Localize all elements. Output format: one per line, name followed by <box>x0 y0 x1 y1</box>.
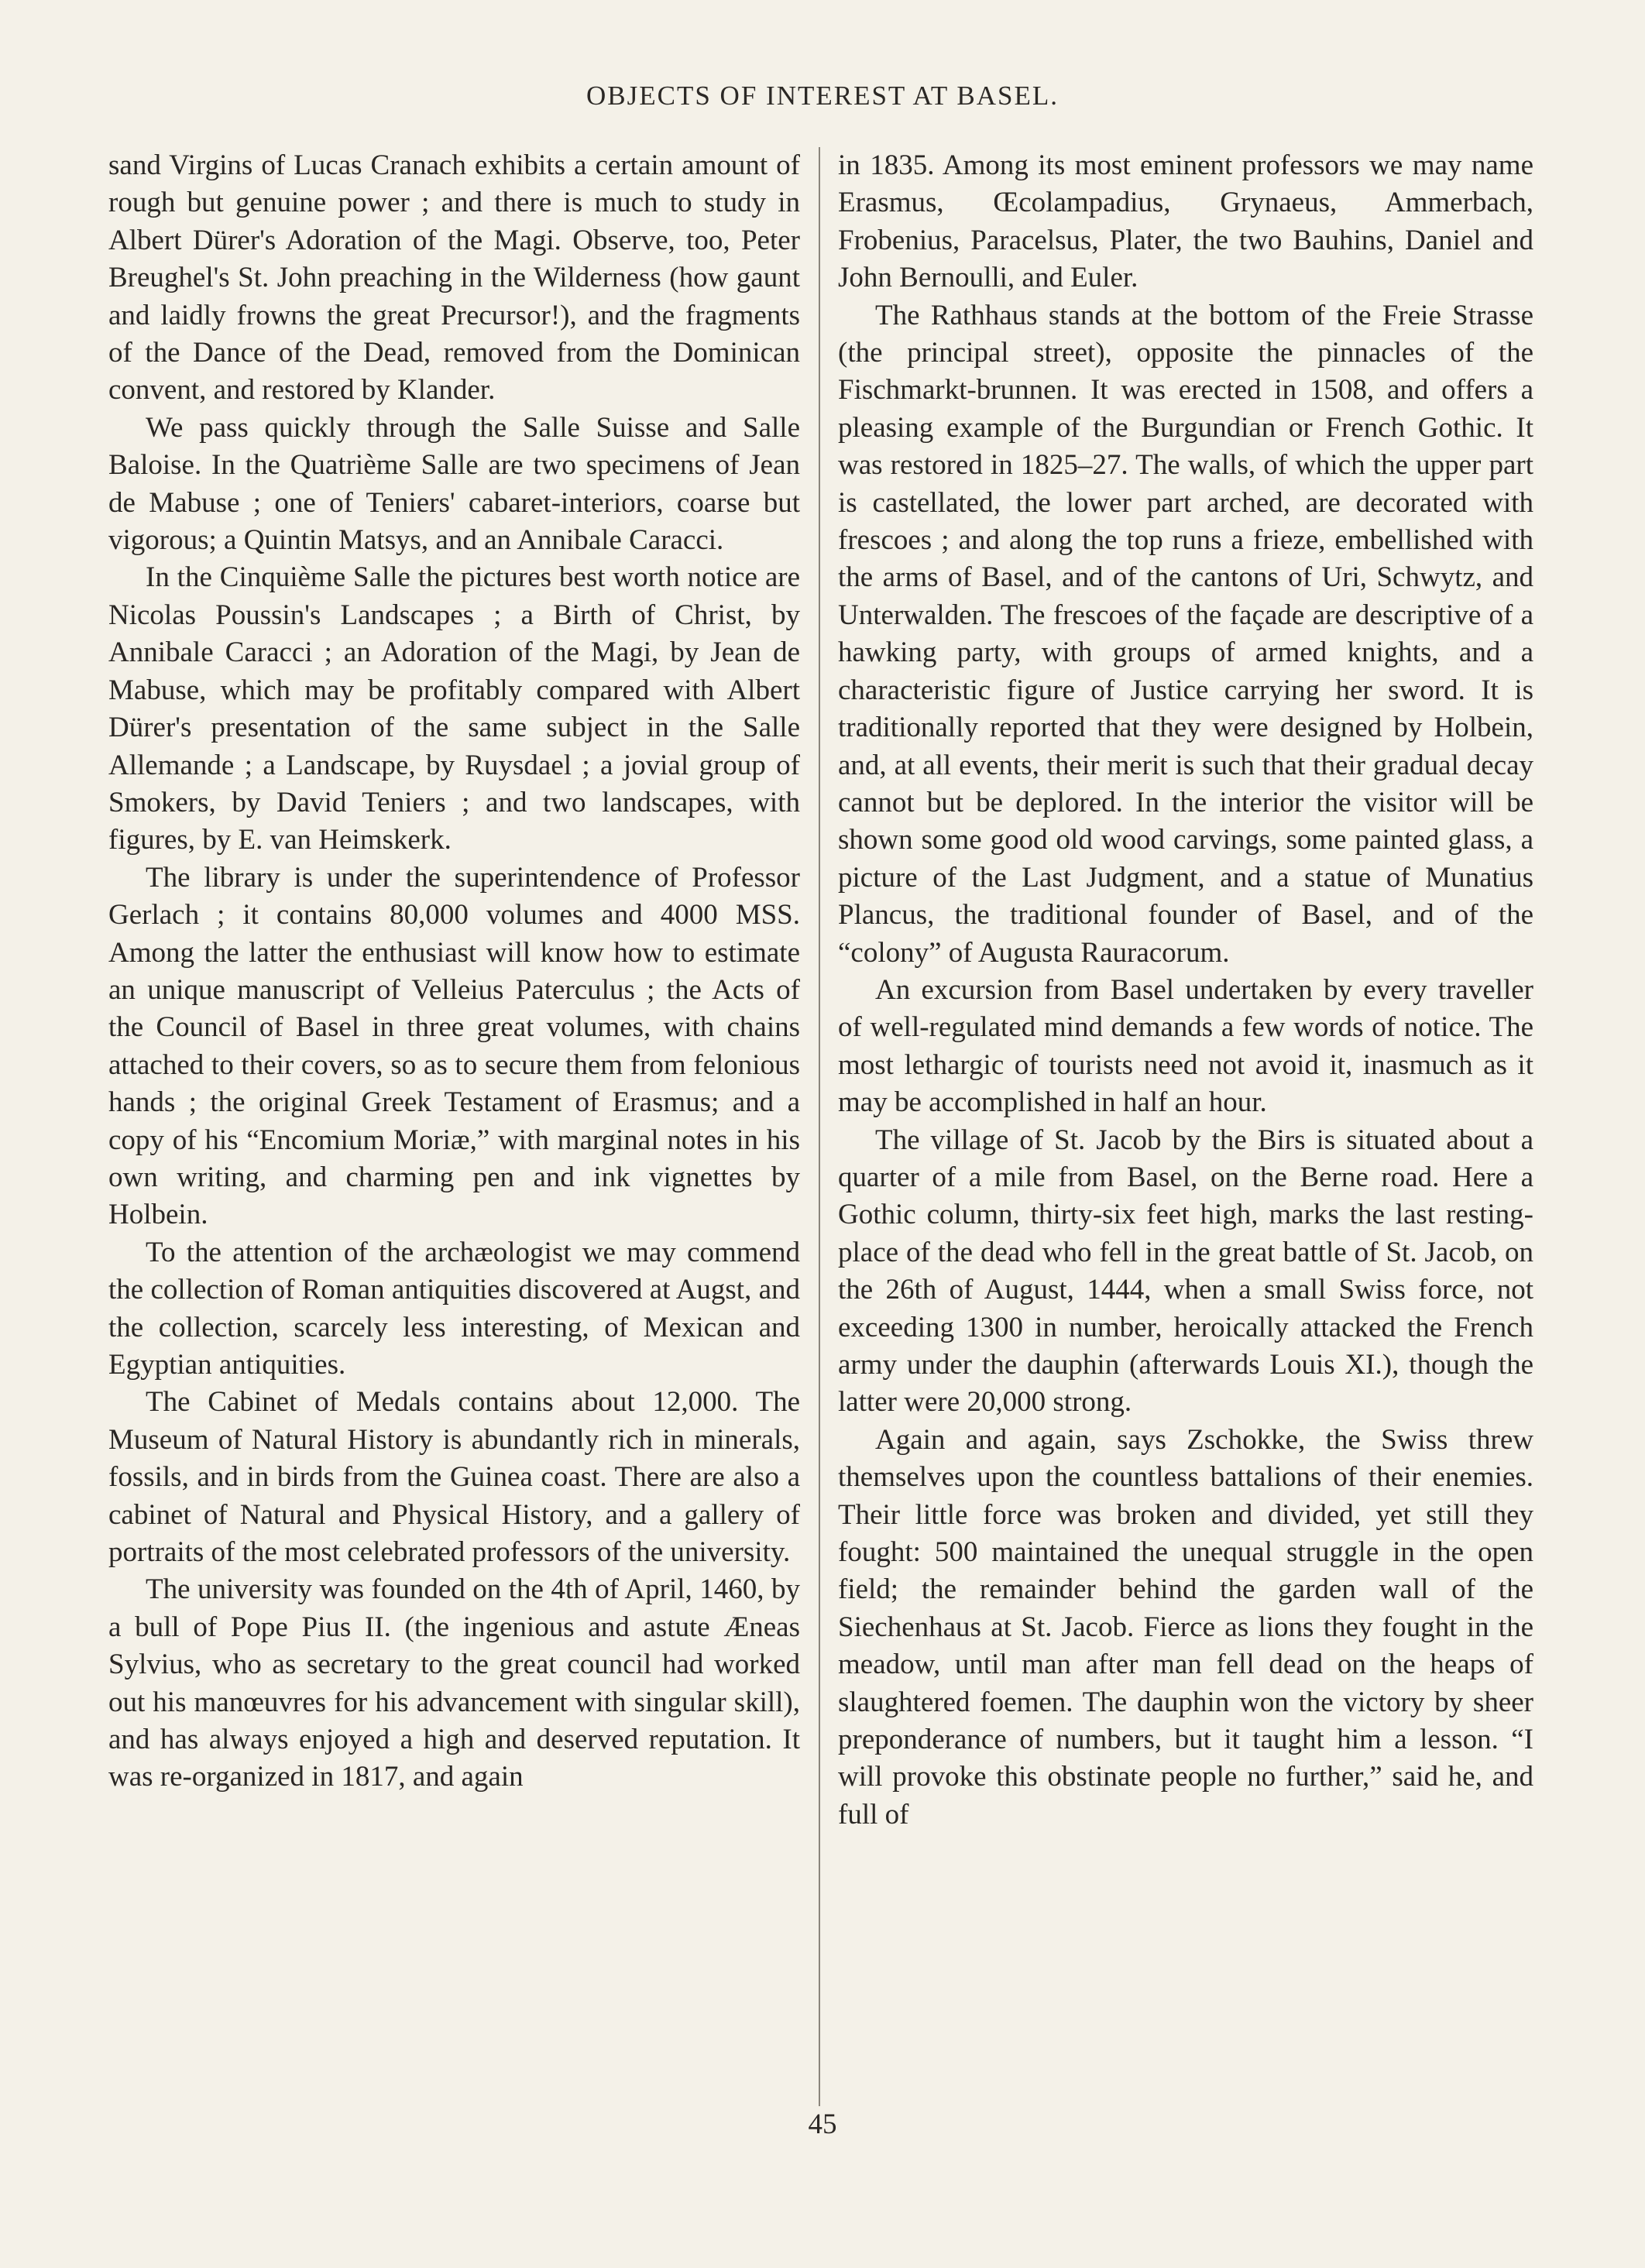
paragraph: The village of St. Jacob by the Birs is situated about a quarter of a mile from Basel, on the Berne road. Here a Gothic column, thirty-six feet high, marks the last resting-place of the dead who fell in the great battle of St. Jacob, on the 26th of August, 1444, when a small Swiss force, not exceeding 1300 in number, heroically attacked the French army under the dauphin (afterwards Louis XI.), though the latter were 20,000 strong. <box>838 1124 1533 1419</box>
page-number: 45 <box>808 2108 837 2140</box>
paragraph-continued: sand Virgins of Lucas Cranach exhibits a certain amount of rough but genuine power ; and there is much to study in Albert Dürer's Adoration of the Magi. Observe, too, Peter Breughel's St. John preaching in the Wilderness (how gaunt and laidly frowns the great Precursor!), and the fragments of the Dance of the Dead, removed from the Dominican convent, and restored by Klander. <box>108 149 800 407</box>
paragraph: The Cabinet of Medals contains about 12,000. The Museum of Natural History is abundantly rich in minerals, fossils, and in birds from the Guinea coast. There are also a cabinet of Natural and Physical History, and a gallery of portraits of the most celebrated professors of the university. <box>108 1386 800 1569</box>
paragraph-continued: in 1835. Among its most eminent professors we may name Erasmus, Œcolampadius, Grynaeus, Ammerbach, Frobenius, Paracelsus, Plater, the two Bauhins, Daniel and John Bernoulli, and Euler. <box>838 149 1533 294</box>
paragraph: The library is under the superintendence of Professor Gerlach ; it contains 80,000 volumes and 4000 MSS. Among the latter the enthusiast will know how to estimate an unique manuscript of Velleius Paterculus ; the Acts of the Council of Basel in three great volumes, with chains attached to their covers, so as to secure them from felonious hands ; the original Greek Testament of Erasmus; and a copy of his “Encomium Moriæ,” with marginal notes in his own writing, and charming pen and ink vignettes by Holbein. <box>108 861 800 1231</box>
paragraph: To the attention of the archæologist we may commend the collection of Roman antiquities discovered at Augst, and the collection, scarcely less interesting, of Mexican and Egyptian antiquities. <box>108 1236 800 1381</box>
left-column <box>108 147 800 1796</box>
paragraph: In the Cinquième Salle the pictures best worth notice are Nicolas Poussin's Landscapes ; a Birth of Christ, by Annibale Caracci ; an Adoration of the Magi, by Jean de Mabuse, which may be profitably compared with Albert Dürer's presentation of the same subject in the Salle Allemande ; a Landscape, by Ruysdael ; a jovial group of Smokers, by David Teniers ; and two landscapes, with figures, by E. van Heimskerk. <box>108 561 800 856</box>
paragraph: The Rathhaus stands at the bottom of the Freie Strasse (the principal street), opposite the pinnacles of the Fischmarkt-brunnen. It was erected in 1508, and offers a pleasing example of the Burgundian or French Gothic. It was restored in 1825–27. The walls, of which the upper part is castellated, the lower part arched, are decorated with frescoes ; and along the top runs a frieze, embellished with the arms of Basel, and of the cantons of Uri, Schwytz, and Unterwalden. The frescoes of the façade are descriptive of a hawking party, with groups of armed knights, and a characteristic figure of Justice carrying her sword. It is traditionally reported that they were designed by Holbein, and, at all events, their merit is such that their gradual decay cannot but be deplored. In the interior the visitor will be shown some good old wood carvings, some painted glass, a picture of the Last Judgment, and a statue of Munatius Plancus, the traditional founder of Basel, and of the “colony” of Augusta Rauracorum. <box>838 299 1533 969</box>
column-divider <box>819 147 820 2106</box>
paragraph: Again and again, says Zschokke, the Swiss threw themselves upon the countless battalions of their enemies. Their little force was broken and divided, yet still they fought: 500 maintained the unequal struggle in the open field; the remainder behind the garden wall of the Siechenhaus at St. Jacob. Fierce as lions they fought in the meadow, until man after man fell dead on the heaps of slaughtered foemen. The dauphin won the victory by sheer preponderance of numbers, but it taught him a lesson. “I will provoke this obstinate people no further,” said he, and full of <box>838 1423 1533 1831</box>
paragraph: We pass quickly through the Salle Suisse and Salle Baloise. In the Quatrième Salle are two specimens of Jean de Mabuse ; one of Teniers' cabaret-interiors, coarse but vigorous; a Quintin Matsys, and an Annibale Caracci. <box>108 411 800 557</box>
right-column <box>838 147 1533 1834</box>
paragraph: An excursion from Basel undertaken by every traveller of well-regulated mind demands a few words of notice. The most lethargic of tourists need not avoid it, inasmuch as it may be accomplished in half an hour. <box>838 973 1533 1119</box>
running-title: OBJECTS OF INTEREST AT BASEL. <box>586 81 1059 111</box>
paragraph: The university was founded on the 4th of April, 1460, by a bull of Pope Pius II. (the ingenious and astute Æneas Sylvius, who as secretary to the great council had worked out his manœuvres for his advancement with singular skill), and has always enjoyed a high and deserved reputation. It was re-organized in 1817, and again <box>108 1573 800 1793</box>
